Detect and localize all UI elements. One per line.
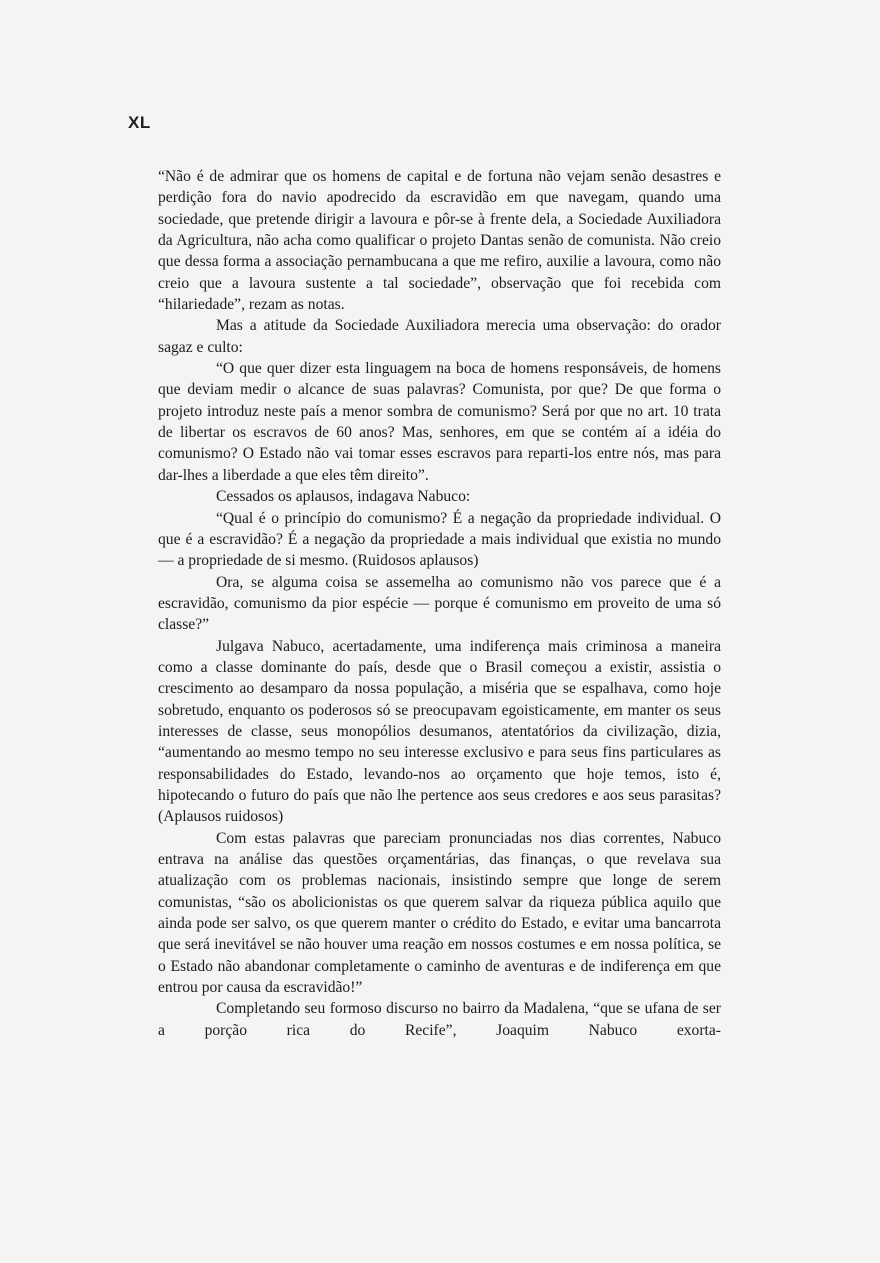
- paragraph: Com estas palavras que pareciam pronunciadas nos dias correntes, Nabuco entrava na análise das questões orçamentárias, das finanças, o que revelava sua atualização com os problemas nacionais, insistindo sempre que longe de serem comunistas, “são os abolicionistas os que querem salvar da riqueza pública aquilo que ainda pode ser salvo, os que querem manter o crédito do Estado, e evitar uma bancarrota que será inevitável se não houver uma reação em nossos costumes e em nossa política, se o Estado não abandonar completamente o caminho de aventuras e de indiferença em que entrou por causa da escravidão!”: [158, 829, 721, 997]
- paragraph: Cessados os aplausos, indagava Nabuco:: [216, 488, 471, 506]
- paragraph: “Não é de admirar que os homens de capital e de fortuna não vejam senão desastres e perdição fora do navio apodrecido da escravidão em que navegam, quando uma sociedade, que pretende dirigir a lavoura e pôr-se à frente dela, a Sociedade Auxiliadora da Agricultura, não acha como qualificar o projeto Dantas senão de comunista. Não creio que dessa forma a associação pernambucana a que me refiro, auxilie a lavoura, como não creio que a lavoura sustente a tal sociedade”, observação que foi recebida com “hilariedade”, rezam as notas.: [158, 168, 721, 314]
- paragraph: “O que quer dizer esta linguagem na boca de homens responsáveis, de homens que deviam medir o alcance de suas palavras? Comunista, por que? De que forma o projeto introduz neste país a menor sombra de comunismo? Será por que no art. 10 trata de libertar os escravos de 60 anos? Mas, senhores, em que se contém aí a idéia do comunismo? O Estado não vai tomar esses escravos para reparti-los entre nós, mas para dar-lhes a liberdade a que eles têm direito”.: [158, 360, 721, 484]
- paragraph: Ora, se alguma coisa se assemelha ao comunismo não vos parece que é a escravidão, comunismo da pior espécie — porque é comunismo em proveito de uma só classe?”: [158, 573, 721, 634]
- paragraph: Julgava Nabuco, acertadamente, uma indiferença mais criminosa a maneira como a classe dominante do país, desde que o Brasil começou a existir, assistia o crescimento ao desamparo da nossa população, a miséria que se espalhava, como hoje sobretudo, enquanto os poderosos só se preocupavam egoisticamente, em manter os seus interesses de classe, seus monopólios desumanos, atentatórios da civilização, dizia, “aumentando ao mesmo tempo no seu interesse exclusivo e para seus fins particulares as responsabilidades do Estado, levando-nos ao orçamento que hoje temos, isto é, hipotecando o futuro do país que não lhe pertence aos seus credores e aos seus parasitas? (Aplausos ruidosos): [158, 637, 721, 826]
- text-body: [158, 166, 721, 1041]
- paragraph: Mas a atitude da Sociedade Auxiliadora merecia uma observação: do orador sagaz e culto:: [158, 317, 721, 356]
- paragraph: “Qual é o princípio do comunismo? É a negação da propriedade individual. O que é a escravidão? É a negação da propriedade a mais individual que existia no mundo — a propriedade de si mesmo. (Ruidosos aplausos): [158, 509, 721, 570]
- paragraph: Completando seu formoso discurso no bairro da Madalena, “que se ufana de ser a porção rica do Recife”, Joaquim Nabuco exorta-: [158, 1000, 721, 1039]
- page-number: XL: [128, 113, 151, 132]
